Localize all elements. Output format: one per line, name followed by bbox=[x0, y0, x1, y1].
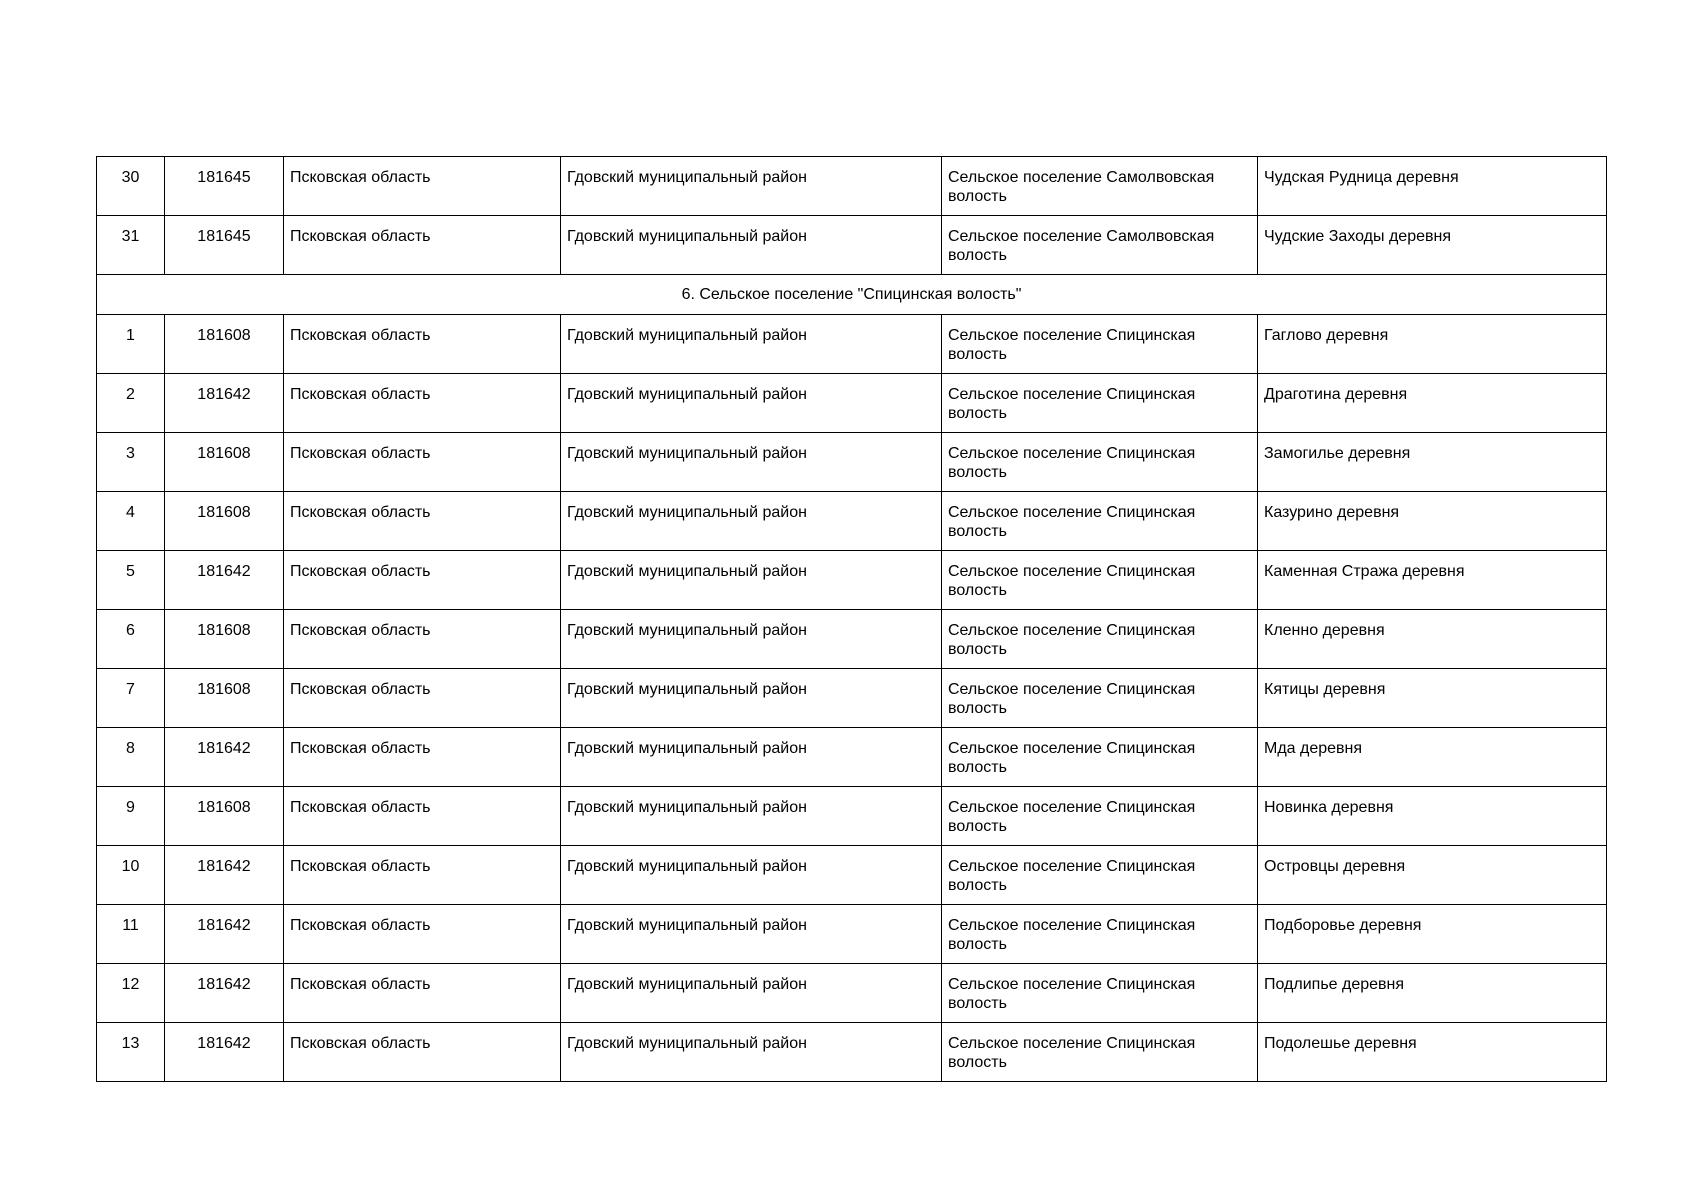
settlement-cell: Сельское поселение Спицинская волость bbox=[942, 315, 1258, 374]
row-number-cell: 1 bbox=[97, 315, 165, 374]
postal-index-cell: 181608 bbox=[165, 492, 284, 551]
district-cell: Гдовский муниципальный район bbox=[561, 492, 942, 551]
locality-cell: Подлипье деревня bbox=[1258, 964, 1607, 1023]
region-cell: Псковская область bbox=[284, 787, 561, 846]
row-number-cell: 3 bbox=[97, 433, 165, 492]
row-number-cell: 7 bbox=[97, 669, 165, 728]
region-cell: Псковская область bbox=[284, 374, 561, 433]
row-number-cell: 8 bbox=[97, 728, 165, 787]
region-cell: Псковская область bbox=[284, 669, 561, 728]
region-cell: Псковская область bbox=[284, 551, 561, 610]
table-row bbox=[97, 669, 1607, 728]
table-row bbox=[97, 905, 1607, 964]
locality-cell: Подборовье деревня bbox=[1258, 905, 1607, 964]
settlement-cell: Сельское поселение Спицинская волость bbox=[942, 433, 1258, 492]
row-number-cell: 2 bbox=[97, 374, 165, 433]
table-row bbox=[97, 964, 1607, 1023]
district-cell: Гдовский муниципальный район bbox=[561, 964, 942, 1023]
postal-index-cell: 181642 bbox=[165, 728, 284, 787]
settlement-cell: Сельское поселение Спицинская волость bbox=[942, 551, 1258, 610]
table-row bbox=[97, 728, 1607, 787]
district-cell: Гдовский муниципальный район bbox=[561, 374, 942, 433]
row-number-cell: 11 bbox=[97, 905, 165, 964]
region-cell: Псковская область bbox=[284, 157, 561, 216]
postal-index-cell: 181642 bbox=[165, 905, 284, 964]
table-row bbox=[97, 433, 1607, 492]
row-number-cell: 13 bbox=[97, 1023, 165, 1082]
row-number-cell: 6 bbox=[97, 610, 165, 669]
settlement-cell: Сельское поселение Самолвовская волость bbox=[942, 157, 1258, 216]
section-header-row bbox=[97, 275, 1607, 315]
district-cell: Гдовский муниципальный район bbox=[561, 787, 942, 846]
postal-index-cell: 181608 bbox=[165, 669, 284, 728]
settlement-cell: Сельское поселение Спицинская волость bbox=[942, 846, 1258, 905]
locality-cell: Кленно деревня bbox=[1258, 610, 1607, 669]
region-cell: Псковская область bbox=[284, 216, 561, 275]
table-row bbox=[97, 315, 1607, 374]
district-cell: Гдовский муниципальный район bbox=[561, 315, 942, 374]
settlement-cell: Сельское поселение Спицинская волость bbox=[942, 374, 1258, 433]
row-number-cell: 10 bbox=[97, 846, 165, 905]
settlement-cell: Сельское поселение Спицинская волость bbox=[942, 787, 1258, 846]
postal-index-cell: 181642 bbox=[165, 551, 284, 610]
locality-cell: Казурино деревня bbox=[1258, 492, 1607, 551]
settlement-cell: Сельское поселение Спицинская волость bbox=[942, 964, 1258, 1023]
table-row bbox=[97, 846, 1607, 905]
locality-cell: Замогилье деревня bbox=[1258, 433, 1607, 492]
district-cell: Гдовский муниципальный район bbox=[561, 728, 942, 787]
row-number-cell: 12 bbox=[97, 964, 165, 1023]
district-cell: Гдовский муниципальный район bbox=[561, 216, 942, 275]
settlement-cell: Сельское поселение Спицинская волость bbox=[942, 905, 1258, 964]
region-cell: Псковская область bbox=[284, 846, 561, 905]
district-cell: Гдовский муниципальный район bbox=[561, 669, 942, 728]
postal-index-cell: 181642 bbox=[165, 846, 284, 905]
postal-index-cell: 181645 bbox=[165, 157, 284, 216]
settlement-cell: Сельское поселение Спицинская волость bbox=[942, 728, 1258, 787]
locality-cell: Чудские Заходы деревня bbox=[1258, 216, 1607, 275]
localities-table bbox=[96, 156, 1607, 1082]
region-cell: Псковская область bbox=[284, 610, 561, 669]
postal-index-cell: 181608 bbox=[165, 433, 284, 492]
region-cell: Псковская область bbox=[284, 433, 561, 492]
section-title: 6. Сельское поселение "Спицинская волость" bbox=[97, 275, 1607, 315]
table-row bbox=[97, 216, 1607, 275]
locality-cell: Мда деревня bbox=[1258, 728, 1607, 787]
region-cell: Псковская область bbox=[284, 315, 561, 374]
region-cell: Псковская область bbox=[284, 905, 561, 964]
locality-cell: Кятицы деревня bbox=[1258, 669, 1607, 728]
region-cell: Псковская область bbox=[284, 964, 561, 1023]
locality-cell: Драготина деревня bbox=[1258, 374, 1607, 433]
table-row bbox=[97, 1023, 1607, 1082]
table-body bbox=[97, 157, 1607, 1082]
row-number-cell: 30 bbox=[97, 157, 165, 216]
locality-cell: Подолешье деревня bbox=[1258, 1023, 1607, 1082]
table-row bbox=[97, 551, 1607, 610]
district-cell: Гдовский муниципальный район bbox=[561, 1023, 942, 1082]
table-row bbox=[97, 492, 1607, 551]
table-row bbox=[97, 374, 1607, 433]
district-cell: Гдовский муниципальный район bbox=[561, 433, 942, 492]
locality-cell: Новинка деревня bbox=[1258, 787, 1607, 846]
row-number-cell: 5 bbox=[97, 551, 165, 610]
postal-index-cell: 181608 bbox=[165, 610, 284, 669]
locality-cell: Чудская Рудница деревня bbox=[1258, 157, 1607, 216]
table-row bbox=[97, 610, 1607, 669]
region-cell: Псковская область bbox=[284, 492, 561, 551]
district-cell: Гдовский муниципальный район bbox=[561, 551, 942, 610]
postal-index-cell: 181642 bbox=[165, 964, 284, 1023]
district-cell: Гдовский муниципальный район bbox=[561, 905, 942, 964]
row-number-cell: 9 bbox=[97, 787, 165, 846]
table-row bbox=[97, 157, 1607, 216]
settlement-cell: Сельское поселение Самолвовская волость bbox=[942, 216, 1258, 275]
locality-cell: Каменная Стража деревня bbox=[1258, 551, 1607, 610]
settlement-cell: Сельское поселение Спицинская волость bbox=[942, 1023, 1258, 1082]
postal-index-cell: 181642 bbox=[165, 1023, 284, 1082]
postal-index-cell: 181642 bbox=[165, 374, 284, 433]
region-cell: Псковская область bbox=[284, 1023, 561, 1082]
row-number-cell: 31 bbox=[97, 216, 165, 275]
district-cell: Гдовский муниципальный район bbox=[561, 846, 942, 905]
district-cell: Гдовский муниципальный район bbox=[561, 157, 942, 216]
settlement-cell: Сельское поселение Спицинская волость bbox=[942, 610, 1258, 669]
locality-cell: Островцы деревня bbox=[1258, 846, 1607, 905]
locality-cell: Гаглово деревня bbox=[1258, 315, 1607, 374]
postal-index-cell: 181608 bbox=[165, 315, 284, 374]
postal-index-cell: 181608 bbox=[165, 787, 284, 846]
region-cell: Псковская область bbox=[284, 728, 561, 787]
row-number-cell: 4 bbox=[97, 492, 165, 551]
settlement-cell: Сельское поселение Спицинская волость bbox=[942, 492, 1258, 551]
district-cell: Гдовский муниципальный район bbox=[561, 610, 942, 669]
settlement-cell: Сельское поселение Спицинская волость bbox=[942, 669, 1258, 728]
postal-index-cell: 181645 bbox=[165, 216, 284, 275]
table-row bbox=[97, 787, 1607, 846]
